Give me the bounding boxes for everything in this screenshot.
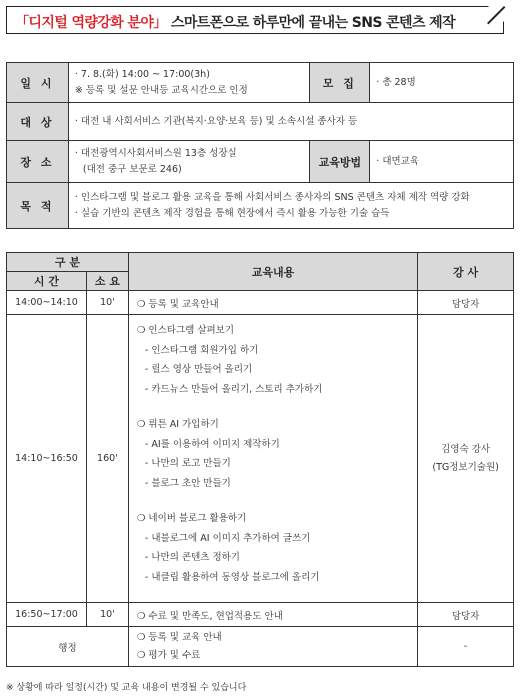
info-row-target: [7, 103, 514, 141]
table-row: [7, 291, 514, 315]
block3-item: - 나만의 콘텐츠 정하기: [144, 552, 240, 563]
row3-content: ❍ 수료 및 만족도, 현업적용도 안내: [128, 603, 417, 627]
recruit-label: 모 집: [310, 63, 370, 103]
block1-item: - 릴스 영상 만들어 올리기: [144, 364, 253, 375]
place-line2: (대전 중구 보문로 246): [82, 163, 182, 175]
title-box: [6, 6, 504, 34]
table-row: [7, 315, 514, 603]
recruit-value: · 총 28명: [370, 63, 514, 103]
header-duration: 소 요: [86, 272, 128, 291]
place-label: 장 소: [7, 141, 69, 183]
info-row-place: [7, 141, 514, 183]
title-main: 스마트폰으로 하루만에 끝내는 SNS 콘텐츠 제작: [166, 15, 456, 31]
footnote: ※ 상황에 따라 일정(시간) 및 교육 내용이 변경될 수 있습니다: [6, 683, 247, 693]
block3-item: - 내클립 활용하여 동영상 블로그에 올리기: [144, 571, 320, 583]
block1-item: - 카드뉴스 만들어 올리기, 스토리 추가하기: [144, 383, 323, 395]
row2-instructor: [418, 315, 514, 603]
schedule-table: [6, 252, 514, 667]
method-label: 교육방법: [310, 141, 370, 183]
block3-item: - 내블로그에 AI 이미지 추가하여 글쓰기: [144, 532, 311, 544]
purpose-label: 목 적: [7, 183, 69, 229]
header-content: 교육내용: [128, 253, 417, 291]
block2-item: - AI를 이용하여 이미지 제작하기: [144, 438, 280, 450]
instructor-name: 김영숙 강사: [441, 443, 491, 455]
date-value: [68, 63, 310, 103]
row4-instructor: -: [418, 627, 514, 667]
table-row: [7, 627, 514, 667]
method-value: · 대면교육: [370, 141, 514, 183]
content-block-naver-blog: [137, 509, 409, 587]
row1-time: 14:00~14:10: [7, 291, 87, 315]
target-value: · 대전 내 사회서비스 기관(복지·요양·보육 등) 및 소속시설 종사자 등: [68, 103, 513, 141]
block2-title: ❍ 뤼튼 AI 가입하기: [136, 419, 219, 430]
row3-time: 16:50~17:00: [7, 603, 87, 627]
content-block-wrtn: [137, 415, 409, 493]
row3-duration: 10': [86, 603, 128, 627]
date-line2: ※ 등록 및 설문 안내등 교육시간으로 인정: [74, 84, 248, 96]
block3-title: ❍ 네이버 블로그 활용하기: [136, 513, 247, 524]
row2-time: 14:10~16:50: [7, 315, 87, 603]
place-line1: · 대전광역시사회서비스원 13층 성장실: [74, 147, 237, 159]
header-division: 구 분: [7, 253, 129, 272]
purpose-line2: · 실습 기반의 콘텐츠 제작 경험을 통해 현장에서 즉시 활용 가능한 기술 습득: [74, 207, 390, 219]
date-label: 일 시: [7, 63, 69, 103]
block2-item: - 나만의 로고 만들기: [144, 458, 231, 469]
row4-label: 행정: [7, 627, 129, 667]
content-block-instagram: [137, 321, 409, 399]
info-row-date: [7, 63, 514, 103]
purpose-value: [68, 183, 513, 229]
row4-line2: ❍ 평가 및 수료: [136, 649, 201, 661]
block1-title: ❍ 인스타그램 살펴보기: [136, 325, 235, 336]
purpose-line1: · 인스타그램 및 블로그 활용 교육을 통해 사회서비스 종사자의 SNS 콘텐츠 자체 제작 역량 강화: [74, 191, 470, 203]
block2-item: - 블로그 초안 만들기: [144, 477, 231, 489]
row1-instructor: 담당자: [418, 291, 514, 315]
row4-content: [128, 627, 417, 667]
row4-line1: ❍ 등록 및 교육 안내: [136, 631, 222, 643]
page-title: [15, 12, 455, 32]
header-time: 시 간: [7, 272, 87, 291]
table-row: [7, 603, 514, 627]
info-row-purpose: [7, 183, 514, 229]
place-value: [68, 141, 310, 183]
row1-content: ❍ 등록 및 교육안내: [128, 291, 417, 315]
instructor-org: (TG정보기술원): [432, 461, 499, 473]
target-label: 대 상: [7, 103, 69, 141]
row1-duration: 10': [86, 291, 128, 315]
row2-duration: 160': [86, 315, 128, 603]
date-line1: · 7. 8.(화) 14:00 ~ 17:00(3h): [74, 68, 210, 80]
row2-content: [128, 315, 417, 603]
header-instructor: 강 사: [418, 253, 514, 291]
title-highlight: 「디지털 역량강화 분야」: [15, 15, 167, 31]
info-table: [6, 62, 514, 229]
schedule-header-row1: [7, 253, 514, 272]
block1-item: - 인스타그램 회원가입 하기: [144, 344, 259, 356]
row3-instructor: 담당자: [418, 603, 514, 627]
